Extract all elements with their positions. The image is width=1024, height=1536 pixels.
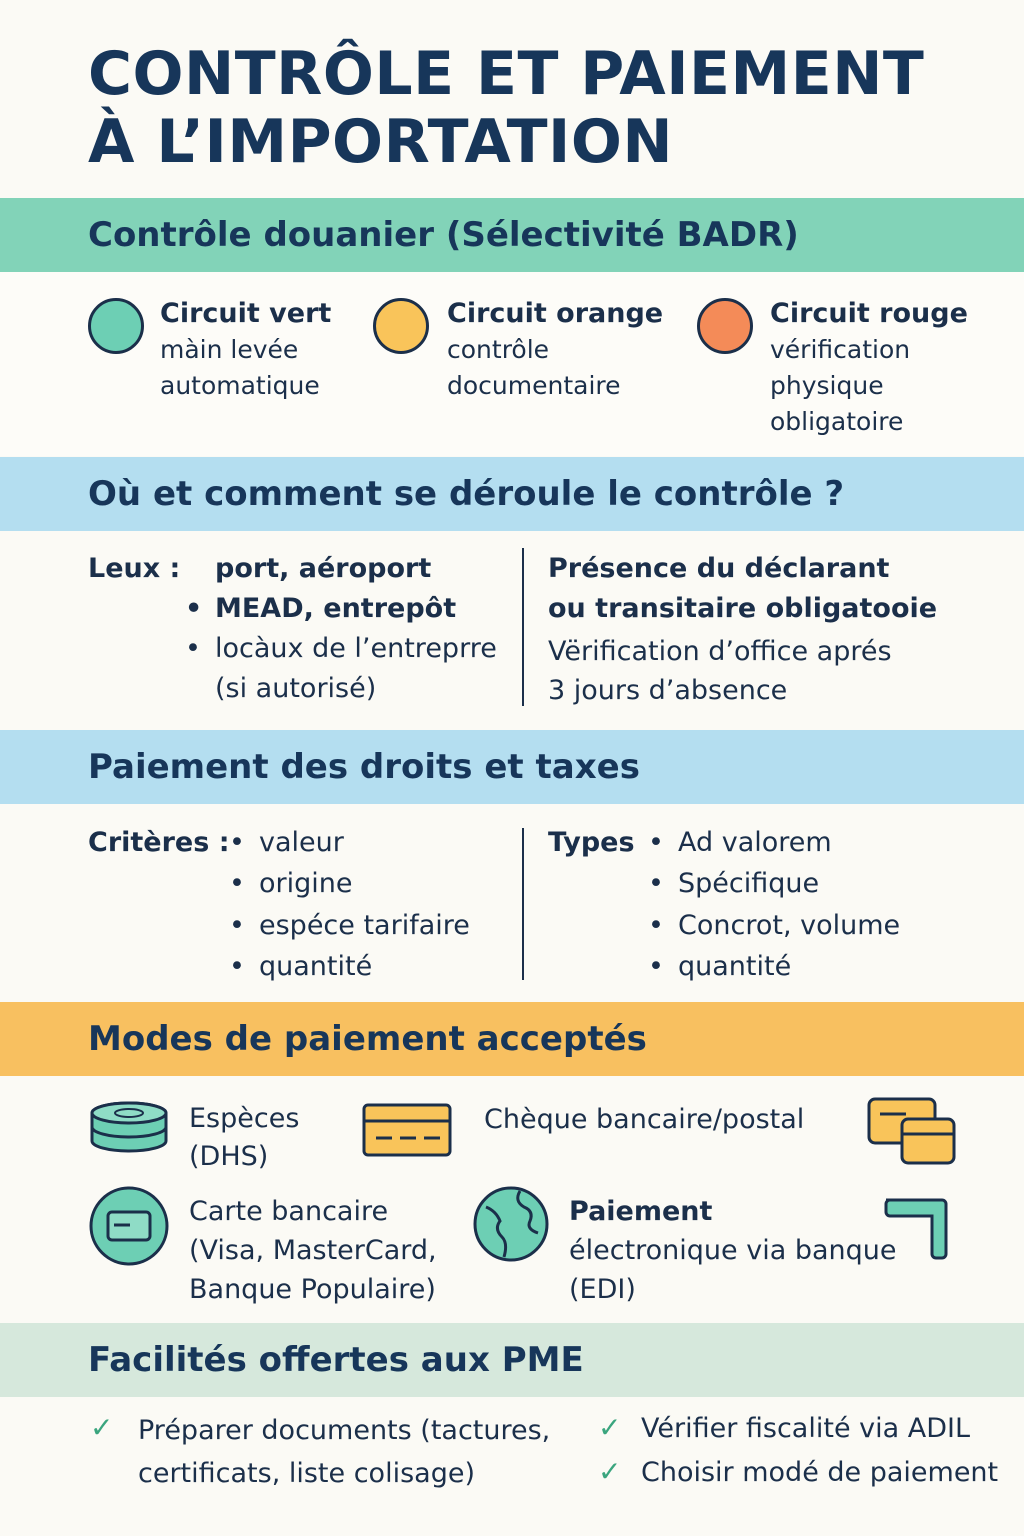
verification-line: Vërification d’office aprés <box>548 636 892 667</box>
lieux-item: • MEAD, entrepôt <box>215 589 456 629</box>
circuit-vert <box>160 296 331 404</box>
circuit-vert-line: automatique <box>160 371 320 400</box>
facilite-line: Vérifier fiscalité via ADIL <box>641 1413 971 1444</box>
type-item: • quantité <box>678 947 791 987</box>
cheque-label: Chèque bancaire/postal <box>484 1104 805 1135</box>
paiement-header: Paiement des droits et taxes <box>0 730 1024 804</box>
circuit-vert-line: màin levée <box>160 335 299 364</box>
deroulement-header: Où et comment se déroule le contrôle ? <box>0 457 1024 531</box>
electronique-line: (EDI) <box>569 1274 636 1305</box>
lieux-label: Leux : <box>88 553 181 584</box>
facilite-line: certificats, liste colisage) <box>138 1458 475 1489</box>
critere-item: • valeur <box>259 823 344 863</box>
facilites-left <box>138 1409 550 1495</box>
page-title <box>88 40 988 176</box>
electronique-line: Paiement <box>569 1196 713 1227</box>
type-item: • Concrot, volume <box>678 906 900 946</box>
facilite-line: Préparer documents (tactures, <box>138 1415 551 1446</box>
circuit-orange-line: contrôle <box>447 335 550 364</box>
circuit-vert-title: Circuit vert <box>160 298 332 329</box>
circuit-orange <box>447 296 663 404</box>
circuit-orange-title: Circuit orange <box>447 298 664 329</box>
presence-line: Présence du déclarant <box>548 553 890 584</box>
modes-header: Modes de paiement acceptés <box>0 1002 1024 1076</box>
criteres-label: Critères : <box>88 827 230 858</box>
carte-line: Banque Populaire) <box>189 1274 436 1305</box>
carte-label <box>189 1192 437 1309</box>
presence-line: ou transitaire obligatooie <box>548 593 938 624</box>
divider <box>522 548 524 706</box>
controle-header: Contrôle douanier (Sélectivité BADR) <box>0 198 1024 272</box>
especes-line: (DHS) <box>189 1141 269 1172</box>
circuit-rouge-line: vérification <box>770 335 911 364</box>
electronique-label <box>569 1192 897 1309</box>
critere-item: • espéce tarifaire <box>259 906 470 946</box>
facilites-header: Facilités offertes aux PME <box>0 1323 1024 1397</box>
circuit-rouge-title: Circuit rouge <box>770 298 968 329</box>
globe-icon <box>472 1185 550 1263</box>
circuit-rouge-line: physique <box>770 371 884 400</box>
payment-terminal-icon <box>882 1196 950 1260</box>
coins-icon <box>88 1100 170 1154</box>
types-label: Types <box>548 827 635 858</box>
lieux-item: (si autorisé) <box>215 673 377 704</box>
critere-item: • origine <box>259 864 353 904</box>
type-item: • Ad valorem <box>678 823 832 863</box>
lieux-item: • locàux de l’entreprre <box>215 629 497 669</box>
checkmark-icon: ✓ <box>598 1455 622 1488</box>
checkmark-icon: ✓ <box>598 1411 622 1444</box>
cheque-icon <box>362 1103 452 1157</box>
circuit-orange-line: documentaire <box>447 371 621 400</box>
circuit-rouge-line: obligatoire <box>770 407 904 436</box>
title-line-1: CONTRÔLE ET PAIEMENT <box>88 39 925 109</box>
divider <box>522 828 524 980</box>
red-circle-icon <box>697 298 753 354</box>
especes-line: Espèces <box>189 1103 300 1134</box>
credit-card-icon <box>88 1185 170 1267</box>
type-item: • Spécifique <box>678 864 819 904</box>
circuit-rouge <box>770 296 968 440</box>
lieux-item: port, aéroport <box>215 553 432 584</box>
electronique-line: électronique via banque <box>569 1235 897 1266</box>
especes-label <box>189 1100 299 1176</box>
critere-item: • quantité <box>259 947 372 987</box>
verification-line: 3 jours d’absence <box>548 675 788 706</box>
carte-line: (Visa, MasterCard, <box>189 1235 437 1266</box>
orange-circle-icon <box>373 298 429 354</box>
title-line-2: À L’IMPORTATION <box>88 107 674 177</box>
facilite-line: Choisir modé de paiement <box>641 1457 999 1488</box>
cards-icon <box>866 1096 958 1166</box>
checkmark-icon: ✓ <box>90 1411 114 1444</box>
carte-line: Carte bancaire <box>189 1196 389 1227</box>
green-circle-icon <box>88 298 144 354</box>
